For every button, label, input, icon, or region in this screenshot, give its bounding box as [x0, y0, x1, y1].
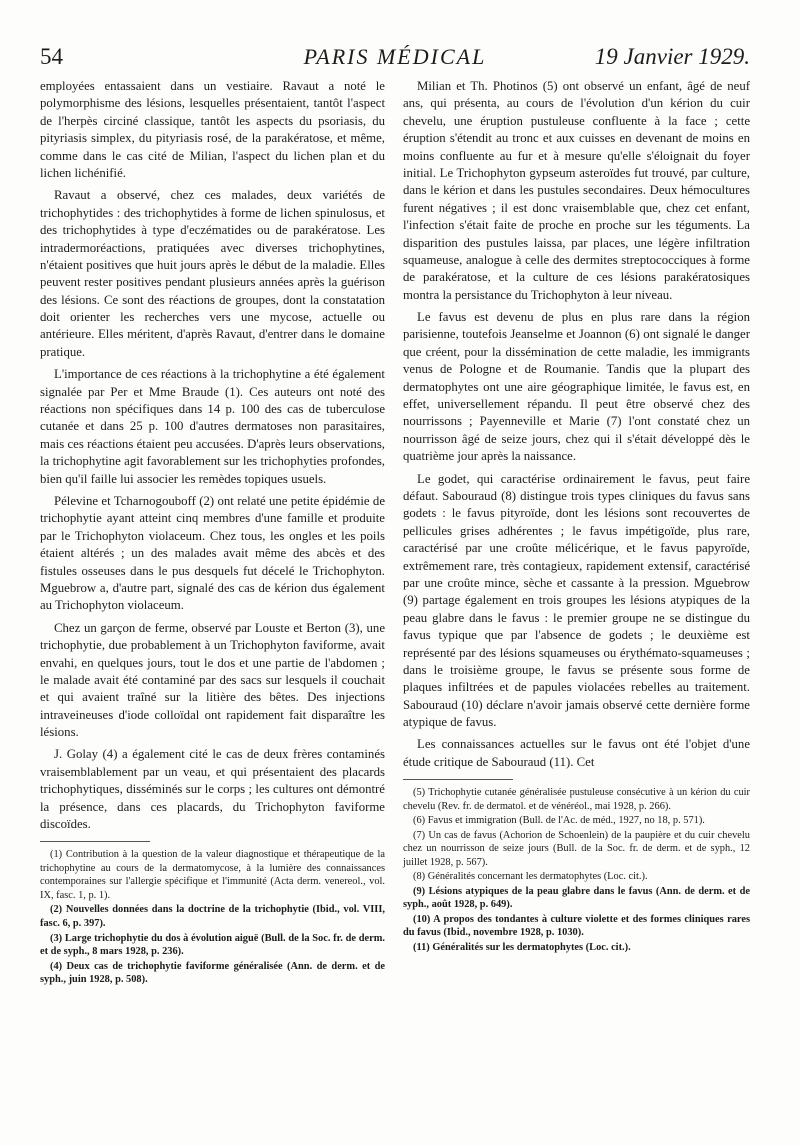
paragraph: Pélevine et Tcharnogouboff (2) ont relaté une petite épidémie de trichophytie ayant atteint cinq membres d'une famille et produite par le Trichophyton violaceum. Chez tous, les ongles et les poils étaient altérés ; un des malades avait même des abcès et des fistules osseuses dans le pus desquels fut décelé le Trichophyton. Mguebrow a, d'autre part, signalé des cas de kérion dus également au Trichophyton violaceum. — [40, 493, 385, 613]
footnote: (11) Généralités sur les dermatophytes (Loc. cit.). — [413, 941, 631, 953]
footnote: (6) Favus et immigration (Bull. de l'Ac. de méd., 1927, no 18, p. 571). — [413, 815, 705, 827]
paragraph: employées entassaient dans un vestiaire. Ravaut a noté le polymorphisme des lésions, lesquelles présentaient, tantôt l'aspect de l'herpès circiné classique, tantôt les aspects du psoriasis, du pityriasis simplex, du pityriasis rosé, de la parakératose, et même, comme dans le cas cité de Milian, l'aspect du lichen plan et du lichen lichénifié. — [40, 79, 385, 180]
paragraph: L'importance de ces réactions à la trichophytine a été également signalée par Per et Mme Braude (1). Ces auteurs ont noté des réactions non spécifiques dans 14 p. 100 des cas de tuberculose cutanée et dans 25 p. 100 d'autres dermatoses non parasitaires, mais ces réactions étaient peu accusées. D'après leurs observations, la trichophytine agit favorablement sur les trichophyties profondes, bien qu'il faille lui associer les remèdes topiques usuels. — [40, 367, 385, 486]
right-column — [403, 78, 750, 955]
paragraph: Le favus est devenu de plus en plus rare dans la région parisienne, toutefois Jeanselme et Joannon (6) ont signalé le danger que créent, pour la dissémination de cette maladie, les immigrants venus de Pologne et de Roumanie. Tandis que la plupart des dermatophytes ont une aire géographique limitée, le favus est, en effet, universellement répandu. Il peut être observé chez des nourrissons ; Payenneville et Marie (7) l'ont constaté chez un nourrisson âgé de seize jours, chez qui il s'était développé dès le quatrième jour après la naissance. — [403, 310, 750, 464]
page-number: 54 — [40, 44, 63, 69]
footnote: (2) Nouvelles données dans la doctrine de la trichophytie (Ibid., vol. VIII, fasc. 6, p. 397). — [40, 904, 385, 929]
paragraph: Chez un garçon de ferme, observé par Louste et Berton (3), une trichophytie, due probablement à un Trichophyton faviforme, avait envahi, en quelques jours, tout le dos et une partie de l'abdomen ; le malade avait été contaminé par des sacs sur lesquels il couchait et qui avaient traîné sur la litière des bêtes. Des injections intraveineuses d'iode colloïdal ont rapidement fait disparaître les lésions. — [40, 620, 385, 740]
paragraph: Ravaut a observé, chez ces malades, deux variétés de trichophytides : des trichophytides à forme de lichen spinulosus, et des trichophytides à type d'eczématides ou de parakératose. Les intradermoréactions, pratiquées avec diverses trichophytines, n'étaient positives que huit jours après le début de la maladie. Elles peuvent rester positives pendant plusieurs années après la guérison des lésions. Ce sont des réactions de groupes, dont la constatation doit orienter les recherches vers une mycose, actuelle ou antérieure. Elles méritent, d'après Ravaut, d'entrer dans le domaine pratique. — [40, 188, 385, 359]
footnote: (5) Trichophytie cutanée généralisée pustuleuse consécutive à un kérion du cuir chevelu (Rev. fr. de dermatol. et de vénéréol., mai 1928, p. 266). — [403, 787, 750, 812]
footnote-rule — [40, 841, 150, 842]
journal-title: PARIS MÉDICAL — [303, 44, 487, 69]
paragraph: Les connaissances actuelles sur le favus ont été l'objet d'une étude critique de Sabouraud (11). Cet — [403, 737, 750, 769]
running-header — [40, 44, 750, 76]
footnote: (7) Un cas de favus (Achorion de Schoenlein) de la paupière et du cuir chevelu chez un nourrisson de seize jours (Bull. de la Soc. fr. de derm. et de syph., 12 juillet 1928, p. 567). — [403, 829, 750, 868]
footnote-rule — [403, 779, 513, 780]
left-column — [40, 78, 385, 988]
issue-date: 19 Janvier 1929. — [594, 44, 750, 69]
paragraph: J. Golay (4) a également cité le cas de deux frères contaminés vraisemblablement par un veau, et qui présentaient des placards trichophytiques, disséminés sur le corps ; les cultures ont démontré la présence, dans ces placards, du Trichophyton faviforme discoïdes. — [40, 747, 385, 832]
footnote: (8) Généralités concernant les dermatophytes (Loc. cit.). — [413, 871, 648, 883]
paragraph: Le godet, qui caractérise ordinairement le favus, peut faire défaut. Sabouraud (8) distingue trois types cliniques du favus sans godets : le favus pityroïde, dont les lésions sont recouvertes de pellicules grises adhérentes ; le favus impétigoïde, plus rare, caractérisé par une croûte mélicérique, et le favus papyroïde, extrêmement rare, très contagieux, rapidement extensif, caractérisé par une croûte mince, sèche et cassante à la pression. Mguebrow (9) partage également en trois groupes les lésions atypiques de la peau glabre dans le favus : le premier groupe ne se distingue du favus typique que par l'absence de godets ; le deuxième est représenté par des lésions squameuses ou érythémato-squameuses ; dans le troisième groupe, le favus se présente sous forme de plaques infiltrées et de papules violacées rebelles au traitement. Sabouraud (10) déclare n'avoir jamais observé cette dernière forme atypique de favus. — [403, 471, 750, 730]
footnote: (10) A propos des tondantes à culture violette et des formes cliniques rares du favus (Ibid., novembre 1928, p. 1030). — [403, 913, 750, 939]
footnote: (1) Contribution à la question de la valeur diagnostique et thérapeutique de la trichophytine au cours de la dermatomycose, à la lumière des connaissances contemporaines sur l'allergie spécifique et l'immunité (Acta derm. venereol., vol. IX, fasc. 1, p. 1). — [40, 849, 385, 901]
footnote: (9) Lésions atypiques de la peau glabre dans le favus (Ann. de derm. et de syph., août 1928, p. 649). — [403, 885, 750, 911]
paragraph: Milian et Th. Photinos (5) ont observé un enfant, âgé de neuf ans, qui présenta, au cours de l'évolution d'un kérion du cuir chevelu, une éruption pustuleuse confluente à la face ; cette éruption s'étendit au tronc et aux cuisses en devenant de moins en moins confluente au fur et à mesure qu'elle s'éloignait du foyer initial. Le Trichophyton gypseum asteroïdes fut trouvé, par culture, dans le kérion et dans les pustules secondaires. Deux hémocultures furent négatives ; il est donc vraisemblable que, chez cet enfant, l'infection s'était faite de proche en proche sur les téguments. La disparition des pustules laissa, par places, une légère infiltration squameuse, analogue à celle des dermites streptococciques à forme de parakératose, et la culture de ces lésions parakératosiques montra la persistance du Trichophyton à leur niveau. — [403, 79, 750, 302]
footnote: (3) Large trichophytie du dos à évolution aiguë (Bull. de la Soc. fr. de derm. et de syph., 8 mars 1928, p. 236). — [40, 932, 385, 958]
footnote: (4) Deux cas de trichophytie faviforme généralisée (Ann. de derm. et de syph., juin 1928, p. 508). — [40, 960, 385, 986]
